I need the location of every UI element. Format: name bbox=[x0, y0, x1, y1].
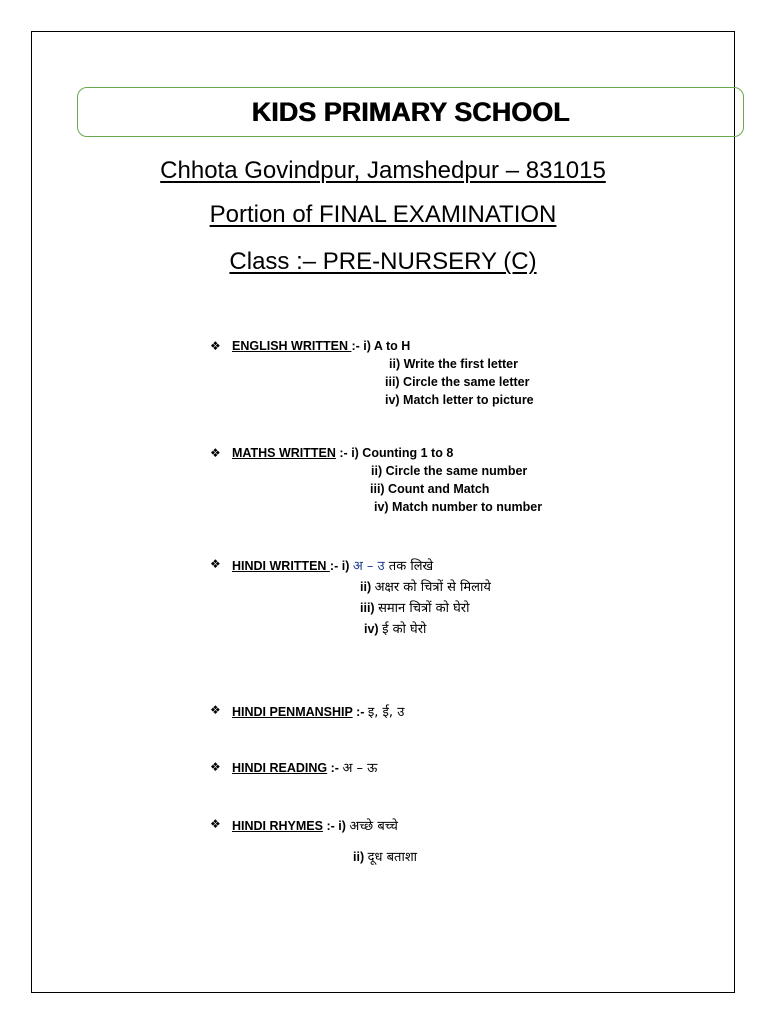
hindi-penmanship-letters: इ, ई, उ bbox=[367, 705, 405, 720]
subject-name: HINDI PENMANSHIP bbox=[232, 705, 353, 719]
item-number: i) bbox=[338, 819, 350, 833]
subject-name: HINDI WRITTEN bbox=[232, 559, 330, 573]
item-number: ii) bbox=[360, 580, 375, 594]
bullet-diamond-icon: ❖ bbox=[210, 703, 221, 717]
hindi-item-text: अक्षर को चित्रों से मिलाये bbox=[374, 580, 491, 595]
subject-separator: :- bbox=[327, 761, 343, 775]
school-name: KIDS PRIMARY SCHOOL bbox=[251, 96, 570, 127]
bullet-diamond-icon: ❖ bbox=[210, 817, 221, 831]
subject-separator: :- bbox=[322, 819, 339, 833]
bullet-diamond-icon: ❖ bbox=[210, 339, 221, 353]
school-address: Chhota Govindpur, Jamshedpur – 831015 bbox=[160, 157, 606, 184]
exam-portion-title: Portion of FINAL EXAMINATION bbox=[209, 201, 557, 228]
english-item-3: iii) Circle the same letter bbox=[385, 375, 530, 389]
subject-separator: :- bbox=[329, 559, 342, 573]
maths-item-1: i) Counting 1 to 8 bbox=[351, 446, 454, 460]
item-number: i) bbox=[341, 559, 353, 573]
item-number: iii) bbox=[360, 601, 379, 615]
item-number: ii) bbox=[353, 850, 368, 864]
hindi-item-text: तक लिखे bbox=[388, 559, 434, 574]
subject-name: ENGLISH WRITTEN bbox=[232, 339, 352, 353]
english-item-1: i) A to H bbox=[363, 339, 411, 353]
hindi-reading-subject bbox=[232, 758, 377, 776]
hindi-written-item-4 bbox=[364, 619, 426, 637]
english-item-4: iv) Match letter to picture bbox=[385, 393, 534, 407]
hindi-rhyme-title: अच्छे बच्चे bbox=[349, 819, 398, 834]
bullet-diamond-icon: ❖ bbox=[210, 760, 221, 774]
class-title: Class :– PRE-NURSERY (C) bbox=[229, 248, 537, 275]
item-number: iv) bbox=[364, 622, 383, 636]
hindi-written-item-2 bbox=[360, 577, 491, 595]
maths-item-3: iii) Count and Match bbox=[370, 482, 490, 496]
maths-item-4: iv) Match number to number bbox=[374, 500, 543, 514]
hindi-written-item-3 bbox=[360, 598, 470, 616]
hindi-rhymes-item-2 bbox=[353, 847, 417, 865]
subject-name: HINDI RHYMES bbox=[232, 819, 323, 833]
subject-separator: :- bbox=[335, 446, 352, 460]
english-written-subject bbox=[232, 339, 410, 353]
maths-written-subject bbox=[232, 446, 453, 460]
hindi-penmanship-subject bbox=[232, 702, 404, 720]
hindi-letter-range: अ – उ bbox=[352, 559, 389, 574]
hindi-written-subject bbox=[232, 556, 433, 574]
hindi-rhymes-subject bbox=[232, 816, 398, 834]
subject-name: HINDI READING bbox=[232, 761, 328, 775]
bullet-diamond-icon: ❖ bbox=[210, 446, 221, 460]
subject-separator: :- bbox=[351, 339, 364, 353]
subject-separator: :- bbox=[352, 705, 368, 719]
maths-item-2: ii) Circle the same number bbox=[371, 464, 528, 478]
bullet-diamond-icon: ❖ bbox=[210, 557, 221, 571]
hindi-reading-range: अ – ऊ bbox=[342, 761, 378, 776]
hindi-rhyme-title: दूध बताशा bbox=[367, 850, 418, 865]
subject-name: MATHS WRITTEN bbox=[232, 446, 336, 460]
hindi-item-text: ई को घेरो bbox=[382, 622, 427, 637]
hindi-item-text: समान चित्रों को घेरो bbox=[378, 601, 470, 616]
school-title-box bbox=[77, 87, 744, 137]
english-item-2: ii) Write the first letter bbox=[389, 357, 518, 371]
